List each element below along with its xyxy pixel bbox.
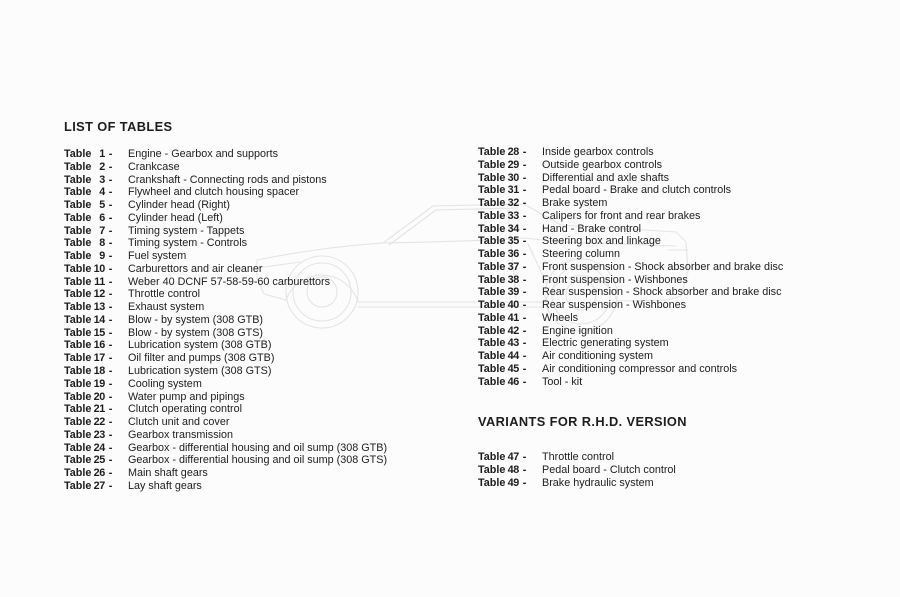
table-row-label: Table: [64, 416, 92, 429]
table-row: [64, 148, 387, 161]
table-row-separator: -: [522, 375, 527, 388]
table-row: [64, 174, 387, 187]
table-row: [64, 442, 387, 455]
table-row-number: 7: [99, 224, 105, 237]
table-row-label: Table: [478, 146, 506, 158]
table-row-description: Cylinder head (Left): [128, 211, 223, 224]
table-row: [64, 378, 387, 391]
table-row-number: 18: [93, 365, 105, 378]
table-row-description: Rear suspension - Shock absorber and brake disc: [542, 286, 782, 299]
table-row-description: Clutch operating control: [128, 403, 243, 416]
table-row-number: 41: [507, 311, 519, 324]
table-row-label: Table: [478, 375, 506, 388]
table-row: [64, 263, 387, 276]
table-row-label: Table: [478, 184, 506, 197]
table-row-number: 27: [93, 479, 105, 492]
table-row-separator: -: [108, 148, 113, 160]
table-row-label: Table: [478, 350, 506, 363]
table-row-description: Electric generating system: [542, 337, 669, 350]
table-row-description: Front suspension - Wishbones: [542, 273, 688, 286]
table-row-description: Clutch unit and cover: [128, 416, 230, 429]
table-row-number: 36: [507, 248, 519, 261]
table-row-separator: -: [108, 250, 113, 263]
table-row-number: 38: [507, 273, 519, 286]
table-row: [64, 314, 387, 327]
table-row: [478, 184, 783, 197]
table-row-description: Calipers for front and rear brakes: [542, 209, 701, 222]
table-row-label: Table: [64, 262, 92, 275]
table-row-description: Front suspension - Shock absorber and brake disc: [542, 260, 784, 273]
table-row: [64, 186, 387, 199]
table-row-number: 2: [99, 160, 105, 173]
table-row-number: 39: [507, 286, 519, 299]
table-row-separator: -: [108, 416, 113, 429]
table-row-separator: -: [108, 262, 113, 275]
table-row: [478, 451, 676, 464]
table-row-description: Crankshaft - Connecting rods and pistons: [128, 173, 327, 186]
table-row: [478, 146, 783, 159]
table-row-label: Table: [64, 441, 92, 454]
table-row-label: Table: [478, 463, 506, 476]
table-row-number: 37: [507, 260, 519, 273]
table-row-number: 32: [507, 197, 519, 210]
table-row-label: Table: [478, 209, 506, 222]
table-row-number: 10: [93, 262, 105, 275]
table-row-number: 24: [93, 441, 105, 454]
table-row-description: Blow - by system (308 GTB): [128, 313, 263, 326]
table-row-separator: -: [108, 339, 113, 352]
table-row-description: Pedal board - Brake and clutch controls: [542, 184, 732, 197]
table-row-number: 40: [507, 299, 519, 312]
table-row-separator: -: [522, 248, 527, 261]
table-row: [64, 365, 387, 378]
table-row-description: Timing system - Tappets: [128, 224, 245, 237]
table-row-label: Table: [64, 313, 92, 326]
table-row: [478, 299, 783, 312]
table-row-separator: -: [522, 451, 527, 463]
table-row-description: Rear suspension - Wishbones: [542, 299, 687, 312]
table-row-label: Table: [478, 476, 506, 489]
table-row-label: Table: [64, 339, 92, 352]
table-row-label: Table: [64, 390, 92, 403]
table-row-separator: -: [522, 463, 527, 476]
table-row-separator: -: [522, 311, 527, 324]
table-row: [64, 429, 387, 442]
table-row-label: Table: [64, 224, 92, 237]
table-row-separator: -: [522, 158, 527, 171]
table-row-description: Exhaust system: [128, 301, 205, 314]
table-row: [64, 161, 387, 174]
table-row-number: 26: [93, 467, 105, 480]
table-row-label: Table: [478, 337, 506, 350]
table-row-label: Table: [64, 301, 92, 314]
table-row: [64, 416, 387, 429]
table-row-label: Table: [478, 158, 506, 171]
table-row-number: 28: [507, 146, 519, 158]
table-row-separator: -: [108, 224, 113, 237]
table-row-description: Timing system - Controls: [128, 237, 247, 250]
table-row-separator: -: [108, 377, 113, 390]
table-row-number: 22: [93, 416, 105, 429]
table-row-label: Table: [478, 171, 506, 184]
table-row-description: Engine - Gearbox and supports: [128, 148, 279, 160]
table-row-label: Table: [478, 311, 506, 324]
table-row-separator: -: [108, 428, 113, 441]
table-row-number: 16: [93, 339, 105, 352]
table-row-label: Table: [64, 454, 92, 467]
table-row: [64, 403, 387, 416]
table-row-number: 49: [507, 476, 519, 489]
table-row-label: Table: [64, 377, 92, 390]
table-row-separator: -: [108, 403, 113, 416]
table-row-number: 45: [507, 363, 519, 376]
table-row-number: 3: [99, 173, 105, 186]
table-row: [64, 250, 387, 263]
table-row-number: 29: [507, 158, 519, 171]
table-row-description: Air conditioning system: [542, 350, 654, 363]
table-row-separator: -: [108, 441, 113, 454]
table-row: [64, 352, 387, 365]
table-row-description: Steering column: [542, 248, 621, 261]
table-row-label: Table: [64, 211, 92, 224]
table-row-description: Crankcase: [128, 160, 180, 173]
table-row-number: 31: [507, 184, 519, 197]
table-row-label: Table: [478, 451, 506, 463]
table-row-label: Table: [64, 250, 92, 263]
table-row: [478, 223, 783, 236]
table-row-label: Table: [478, 286, 506, 299]
table-row-description: Weber 40 DCNF 57-58-59-60 carburettors: [128, 275, 331, 288]
table-row-description: Lay shaft gears: [128, 479, 202, 492]
table-list-left: [64, 148, 387, 493]
table-row-label: Table: [64, 403, 92, 416]
table-row-label: Table: [478, 222, 506, 235]
table-row-label: Table: [478, 324, 506, 337]
table-row-label: Table: [478, 363, 506, 376]
table-row-number: 43: [507, 337, 519, 350]
table-row-number: 35: [507, 235, 519, 248]
table-row-label: Table: [64, 326, 92, 339]
table-row-label: Table: [478, 273, 506, 286]
table-row-number: 9: [99, 250, 105, 263]
table-row-separator: -: [522, 209, 527, 222]
table-row-number: 5: [99, 199, 105, 212]
table-row-label: Table: [478, 248, 506, 261]
table-row: [64, 225, 387, 238]
table-row-description: Differential and axle shafts: [542, 171, 670, 184]
table-row-separator: -: [108, 454, 113, 467]
table-row: [478, 235, 783, 248]
table-row-separator: -: [108, 352, 113, 365]
table-row-description: Inside gearbox controls: [542, 146, 654, 158]
table-row-separator: -: [522, 197, 527, 210]
table-row: [478, 376, 783, 389]
table-row-separator: -: [522, 184, 527, 197]
table-row-description: Hand - Brake control: [542, 222, 642, 235]
table-row-separator: -: [522, 171, 527, 184]
table-row-label: Table: [64, 199, 92, 212]
table-row: [478, 286, 783, 299]
table-row-number: 13: [93, 301, 105, 314]
table-row-separator: -: [522, 146, 527, 158]
table-row-description: Air conditioning compressor and controls: [542, 363, 738, 376]
table-row-separator: -: [522, 222, 527, 235]
table-row-description: Carburettors and air cleaner: [128, 262, 263, 275]
table-row-description: Cylinder head (Right): [128, 199, 231, 212]
table-row-number: 47: [507, 451, 519, 463]
table-row-number: 34: [507, 222, 519, 235]
table-row-separator: -: [108, 301, 113, 314]
table-row-label: Table: [64, 479, 92, 492]
table-row: [478, 337, 783, 350]
table-row-number: 4: [99, 186, 105, 199]
table-row-label: Table: [478, 197, 506, 210]
table-row-description: Throttle control: [128, 288, 201, 301]
table-row-separator: -: [522, 476, 527, 489]
table-row-description: Gearbox - differential housing and oil sump (308 GTB): [128, 441, 388, 454]
table-row-number: 1: [99, 148, 105, 160]
table-row-label: Table: [64, 160, 92, 173]
table-row-separator: -: [108, 313, 113, 326]
table-row-separator: -: [108, 173, 113, 186]
table-row: [478, 363, 783, 376]
table-row-number: 46: [507, 375, 519, 388]
table-row-label: Table: [64, 275, 92, 288]
table-row-label: Table: [64, 428, 92, 441]
table-row-description: Wheels: [542, 311, 579, 324]
table-row: [478, 350, 783, 363]
table-row-description: Lubrication system (308 GTS): [128, 365, 272, 378]
table-row-description: Main shaft gears: [128, 467, 208, 480]
table-row-label: Table: [64, 365, 92, 378]
table-row-separator: -: [108, 326, 113, 339]
table-row: [478, 325, 783, 338]
table-row-number: 8: [99, 237, 105, 250]
table-row-description: Cooling system: [128, 377, 202, 390]
table-row: [64, 212, 387, 225]
table-row-description: Lubrication system (308 GTB): [128, 339, 272, 352]
table-row: [478, 159, 783, 172]
table-row-separator: -: [522, 273, 527, 286]
table-row: [478, 172, 783, 185]
table-row: [64, 327, 387, 340]
table-row-label: Table: [64, 288, 92, 301]
table-row-number: 23: [93, 428, 105, 441]
table-row-label: Table: [64, 186, 92, 199]
table-row-number: 30: [507, 171, 519, 184]
table-row-separator: -: [108, 479, 113, 492]
table-row-number: 11: [94, 275, 105, 288]
table-row-number: 15: [93, 326, 105, 339]
table-row-description: Gearbox - differential housing and oil sump (308 GTS): [128, 454, 388, 467]
table-row-separator: -: [108, 365, 113, 378]
table-row-label: Table: [478, 235, 506, 248]
table-row: [478, 477, 676, 490]
table-row: [478, 210, 783, 223]
table-row: [478, 261, 783, 274]
table-row-separator: -: [522, 260, 527, 273]
table-row-number: 12: [93, 288, 105, 301]
table-row: [478, 312, 783, 325]
table-row-number: 14: [93, 313, 105, 326]
table-row: [64, 288, 387, 301]
table-row-description: Brake hydraulic system: [542, 476, 654, 489]
table-row-separator: -: [522, 324, 527, 337]
table-row: [64, 339, 387, 352]
table-row-separator: -: [108, 160, 113, 173]
table-row-separator: -: [108, 390, 113, 403]
table-row-label: Table: [64, 237, 92, 250]
table-row-label: Table: [478, 260, 506, 273]
table-row-separator: -: [522, 350, 527, 363]
table-row-description: Pedal board - Clutch control: [542, 463, 676, 476]
table-row-separator: -: [522, 299, 527, 312]
table-row-label: Table: [64, 352, 92, 365]
table-row-separator: -: [108, 211, 113, 224]
table-row-separator: -: [108, 275, 113, 288]
table-row-separator: -: [108, 237, 113, 250]
table-row-label: Table: [64, 148, 92, 160]
table-row-number: 20: [93, 390, 105, 403]
table-row-label: Table: [64, 173, 92, 186]
table-row-label: Table: [64, 467, 92, 480]
table-row: [64, 467, 387, 480]
table-row-number: 25: [93, 454, 105, 467]
table-row: [64, 480, 387, 493]
table-row-description: Water pump and pipings: [128, 390, 245, 403]
page-title: LIST OF TABLES: [64, 119, 173, 134]
table-row-description: Tool - kit: [542, 375, 583, 388]
table-row-description: Flywheel and clutch housing spacer: [128, 186, 300, 199]
table-row-number: 17: [93, 352, 105, 365]
table-row-description: Gearbox transmission: [128, 428, 234, 441]
table-row-separator: -: [108, 467, 113, 480]
table-row-separator: -: [522, 235, 527, 248]
table-row-separator: -: [522, 363, 527, 376]
table-row-number: 6: [99, 211, 105, 224]
table-row: [64, 237, 387, 250]
table-row-number: 48: [507, 463, 519, 476]
table-row-description: Fuel system: [128, 250, 187, 263]
table-row-description: Throttle control: [542, 451, 615, 463]
table-row-separator: -: [108, 288, 113, 301]
variants-heading: VARIANTS FOR R.H.D. VERSION: [478, 414, 687, 429]
table-row: [64, 454, 387, 467]
table-row: [478, 197, 783, 210]
table-row-description: Blow - by system (308 GTS): [128, 326, 263, 339]
table-row-separator: -: [108, 199, 113, 212]
table-row-separator: -: [522, 337, 527, 350]
table-row-description: Steering box and linkage: [542, 235, 661, 248]
table-row-separator: -: [522, 286, 527, 299]
table-row: [64, 276, 387, 289]
table-row: [64, 301, 387, 314]
table-row-number: 19: [93, 377, 105, 390]
table-row-label: Table: [478, 299, 506, 312]
table-row-number: 42: [507, 324, 519, 337]
table-list-right: [478, 146, 783, 389]
table-row-number: 44: [507, 350, 519, 363]
table-row-description: Engine ignition: [542, 324, 613, 337]
table-row-number: 21: [93, 403, 105, 416]
table-row-number: 33: [507, 209, 519, 222]
table-row: [478, 248, 783, 261]
table-row-description: Oil filter and pumps (308 GTB): [128, 352, 275, 365]
table-row-separator: -: [108, 186, 113, 199]
table-row: [478, 464, 676, 477]
table-row: [64, 391, 387, 404]
table-row: [64, 199, 387, 212]
table-row-description: Outside gearbox controls: [542, 158, 663, 171]
table-row-description: Brake system: [542, 197, 608, 210]
table-row: [478, 274, 783, 287]
table-list-variants: [478, 451, 676, 489]
